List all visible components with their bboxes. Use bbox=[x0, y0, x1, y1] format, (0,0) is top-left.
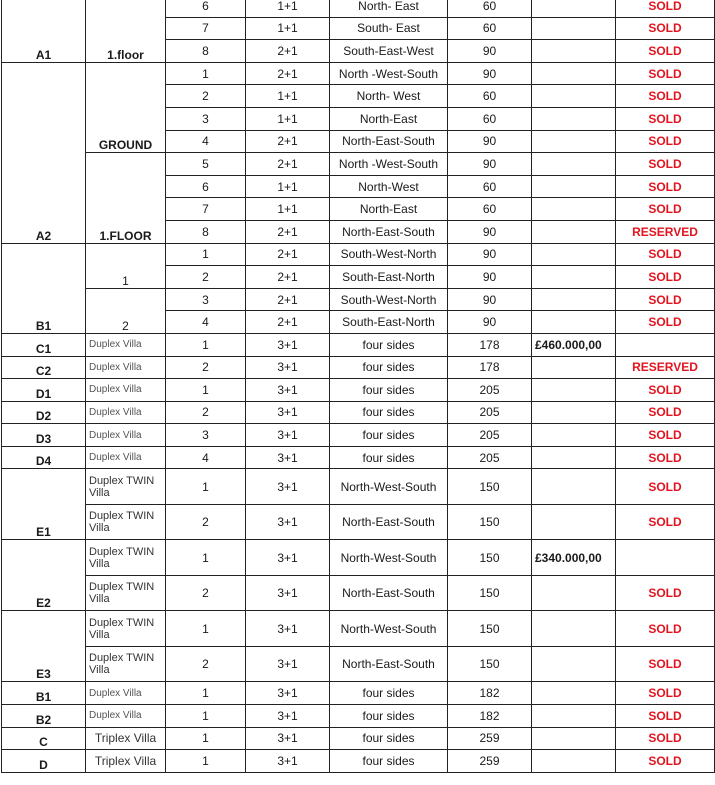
unit-number: 1 bbox=[166, 682, 246, 705]
status-label: SOLD bbox=[616, 17, 715, 40]
room-count: 3+1 bbox=[246, 401, 330, 424]
area: 60 bbox=[448, 175, 532, 198]
unit-number: 2 bbox=[166, 85, 246, 108]
price bbox=[532, 705, 616, 728]
unit-number: 1 bbox=[166, 705, 246, 728]
status-label: SOLD bbox=[616, 153, 715, 176]
table-row bbox=[2, 356, 715, 379]
status-label: SOLD bbox=[616, 130, 715, 153]
status-label: SOLD bbox=[616, 750, 715, 773]
price: £340.000,00 bbox=[532, 540, 616, 576]
status-label: SOLD bbox=[616, 469, 715, 505]
floor-cell: 1.FLOOR bbox=[86, 153, 166, 243]
status-label: SOLD bbox=[616, 311, 715, 334]
status-label: SOLD bbox=[616, 243, 715, 266]
table-row bbox=[2, 504, 715, 540]
block-cell: C1 bbox=[2, 333, 86, 356]
room-count: 3+1 bbox=[246, 540, 330, 576]
price bbox=[532, 0, 616, 17]
area: 150 bbox=[448, 575, 532, 611]
status-label: SOLD bbox=[616, 175, 715, 198]
table-row bbox=[2, 446, 715, 469]
status-label: SOLD bbox=[616, 727, 715, 750]
area: 90 bbox=[448, 153, 532, 176]
room-count: 1+1 bbox=[246, 85, 330, 108]
area: 150 bbox=[448, 469, 532, 505]
room-count: 2+1 bbox=[246, 62, 330, 85]
unit-number: 3 bbox=[166, 424, 246, 447]
status-label: SOLD bbox=[616, 682, 715, 705]
area: 178 bbox=[448, 333, 532, 356]
block-cell: C bbox=[2, 727, 86, 750]
price bbox=[532, 266, 616, 289]
room-count: 3+1 bbox=[246, 682, 330, 705]
area: 205 bbox=[448, 424, 532, 447]
facing: South-East-North bbox=[330, 311, 448, 334]
block-cell: B1 bbox=[2, 243, 86, 333]
floor-cell: 2 bbox=[86, 288, 166, 333]
floor-cell: 1.floor bbox=[86, 0, 166, 62]
availability-table bbox=[1, 0, 715, 773]
room-count: 2+1 bbox=[246, 311, 330, 334]
area: 90 bbox=[448, 311, 532, 334]
facing: North-West-South bbox=[330, 469, 448, 505]
area: 259 bbox=[448, 727, 532, 750]
area: 205 bbox=[448, 401, 532, 424]
area: 150 bbox=[448, 540, 532, 576]
property-type: Duplex Villa bbox=[86, 446, 166, 469]
property-type: Duplex TWIN Villa bbox=[86, 646, 166, 682]
facing: North-East bbox=[330, 107, 448, 130]
area: 90 bbox=[448, 62, 532, 85]
table-row bbox=[2, 288, 715, 311]
facing: North-West-South bbox=[330, 540, 448, 576]
property-type: Duplex TWIN Villa bbox=[86, 540, 166, 576]
facing: North-East-South bbox=[330, 575, 448, 611]
block-cell: E2 bbox=[2, 540, 86, 611]
property-type: Duplex Villa bbox=[86, 333, 166, 356]
area: 60 bbox=[448, 85, 532, 108]
room-count: 3+1 bbox=[246, 446, 330, 469]
room-count: 1+1 bbox=[246, 198, 330, 221]
price bbox=[532, 85, 616, 108]
room-count: 3+1 bbox=[246, 750, 330, 773]
unit-number: 4 bbox=[166, 130, 246, 153]
unit-number: 1 bbox=[166, 62, 246, 85]
property-type: Duplex Villa bbox=[86, 401, 166, 424]
room-count: 3+1 bbox=[246, 646, 330, 682]
status-label: SOLD bbox=[616, 504, 715, 540]
table-row bbox=[2, 540, 715, 576]
table-row bbox=[2, 646, 715, 682]
table-row bbox=[2, 0, 715, 17]
unit-number: 2 bbox=[166, 356, 246, 379]
unit-number: 2 bbox=[166, 646, 246, 682]
price bbox=[532, 469, 616, 505]
status-label bbox=[616, 333, 715, 356]
block-cell: D3 bbox=[2, 424, 86, 447]
table-row bbox=[2, 750, 715, 773]
property-type: Duplex Villa bbox=[86, 356, 166, 379]
room-count: 3+1 bbox=[246, 575, 330, 611]
facing: four sides bbox=[330, 705, 448, 728]
block-cell: E3 bbox=[2, 611, 86, 682]
room-count: 2+1 bbox=[246, 220, 330, 243]
status-label: SOLD bbox=[616, 62, 715, 85]
unit-number: 8 bbox=[166, 220, 246, 243]
room-count: 3+1 bbox=[246, 469, 330, 505]
status-label: SOLD bbox=[616, 198, 715, 221]
unit-number: 2 bbox=[166, 504, 246, 540]
room-count: 3+1 bbox=[246, 356, 330, 379]
unit-number: 1 bbox=[166, 727, 246, 750]
price: £460.000,00 bbox=[532, 333, 616, 356]
facing: South-West-North bbox=[330, 243, 448, 266]
table-row bbox=[2, 379, 715, 402]
area: 150 bbox=[448, 611, 532, 647]
room-count: 2+1 bbox=[246, 40, 330, 63]
price bbox=[532, 243, 616, 266]
room-count: 3+1 bbox=[246, 611, 330, 647]
price bbox=[532, 288, 616, 311]
block-cell: D bbox=[2, 750, 86, 773]
unit-number: 1 bbox=[166, 540, 246, 576]
area: 150 bbox=[448, 646, 532, 682]
room-count: 3+1 bbox=[246, 727, 330, 750]
price bbox=[532, 379, 616, 402]
price bbox=[532, 17, 616, 40]
unit-number: 1 bbox=[166, 243, 246, 266]
table-row bbox=[2, 611, 715, 647]
area: 182 bbox=[448, 682, 532, 705]
room-count: 3+1 bbox=[246, 705, 330, 728]
price bbox=[532, 575, 616, 611]
unit-number: 7 bbox=[166, 198, 246, 221]
facing: South- East bbox=[330, 17, 448, 40]
facing: North-East bbox=[330, 198, 448, 221]
area: 90 bbox=[448, 243, 532, 266]
price bbox=[532, 504, 616, 540]
facing: North- West bbox=[330, 85, 448, 108]
room-count: 1+1 bbox=[246, 17, 330, 40]
facing: North-East-South bbox=[330, 130, 448, 153]
price bbox=[532, 40, 616, 63]
property-type: Duplex TWIN Villa bbox=[86, 504, 166, 540]
unit-number: 3 bbox=[166, 288, 246, 311]
block-cell: D4 bbox=[2, 446, 86, 469]
unit-number: 1 bbox=[166, 469, 246, 505]
facing: four sides bbox=[330, 750, 448, 773]
unit-number: 1 bbox=[166, 333, 246, 356]
room-count: 2+1 bbox=[246, 153, 330, 176]
price bbox=[532, 107, 616, 130]
table-row bbox=[2, 62, 715, 85]
unit-number: 4 bbox=[166, 311, 246, 334]
facing: North-East-South bbox=[330, 646, 448, 682]
room-count: 3+1 bbox=[246, 379, 330, 402]
facing: North-East-South bbox=[330, 220, 448, 243]
area: 60 bbox=[448, 198, 532, 221]
unit-number: 2 bbox=[166, 575, 246, 611]
room-count: 3+1 bbox=[246, 333, 330, 356]
room-count: 1+1 bbox=[246, 0, 330, 17]
status-label bbox=[616, 540, 715, 576]
price bbox=[532, 356, 616, 379]
unit-number: 3 bbox=[166, 107, 246, 130]
area: 182 bbox=[448, 705, 532, 728]
price bbox=[532, 611, 616, 647]
unit-number: 6 bbox=[166, 175, 246, 198]
area: 90 bbox=[448, 220, 532, 243]
price bbox=[532, 646, 616, 682]
room-count: 3+1 bbox=[246, 424, 330, 447]
block-cell: A2 bbox=[2, 62, 86, 243]
room-count: 3+1 bbox=[246, 504, 330, 540]
facing: four sides bbox=[330, 401, 448, 424]
facing: four sides bbox=[330, 424, 448, 447]
property-type: Duplex TWIN Villa bbox=[86, 469, 166, 505]
property-type: Duplex Villa bbox=[86, 379, 166, 402]
facing: four sides bbox=[330, 356, 448, 379]
property-type: Duplex Villa bbox=[86, 682, 166, 705]
property-type: Triplex Villa bbox=[86, 750, 166, 773]
price bbox=[532, 401, 616, 424]
floor-cell: 1 bbox=[86, 243, 166, 288]
property-type: Triplex Villa bbox=[86, 727, 166, 750]
table-row bbox=[2, 682, 715, 705]
price bbox=[532, 682, 616, 705]
price bbox=[532, 175, 616, 198]
block-cell: C2 bbox=[2, 356, 86, 379]
status-label: SOLD bbox=[616, 40, 715, 63]
status-label: SOLD bbox=[616, 646, 715, 682]
facing: South-East-West bbox=[330, 40, 448, 63]
room-count: 2+1 bbox=[246, 266, 330, 289]
property-type: Duplex Villa bbox=[86, 424, 166, 447]
area: 60 bbox=[448, 107, 532, 130]
room-count: 2+1 bbox=[246, 243, 330, 266]
unit-number: 5 bbox=[166, 153, 246, 176]
unit-number: 7 bbox=[166, 17, 246, 40]
status-label: SOLD bbox=[616, 705, 715, 728]
unit-number: 1 bbox=[166, 611, 246, 647]
area: 259 bbox=[448, 750, 532, 773]
area: 90 bbox=[448, 130, 532, 153]
table-row bbox=[2, 153, 715, 176]
price bbox=[532, 750, 616, 773]
table-row bbox=[2, 424, 715, 447]
price bbox=[532, 62, 616, 85]
facing: four sides bbox=[330, 446, 448, 469]
property-type: Duplex TWIN Villa bbox=[86, 611, 166, 647]
property-type: Duplex TWIN Villa bbox=[86, 575, 166, 611]
facing: North-West-South bbox=[330, 611, 448, 647]
property-type: Duplex Villa bbox=[86, 705, 166, 728]
table-row bbox=[2, 401, 715, 424]
area: 90 bbox=[448, 288, 532, 311]
unit-number: 2 bbox=[166, 266, 246, 289]
price bbox=[532, 198, 616, 221]
status-label: SOLD bbox=[616, 401, 715, 424]
room-count: 1+1 bbox=[246, 107, 330, 130]
price bbox=[532, 153, 616, 176]
table-row bbox=[2, 727, 715, 750]
status-label: SOLD bbox=[616, 266, 715, 289]
status-label: SOLD bbox=[616, 611, 715, 647]
status-label: SOLD bbox=[616, 446, 715, 469]
facing: four sides bbox=[330, 379, 448, 402]
unit-number: 1 bbox=[166, 750, 246, 773]
facing: North- East bbox=[330, 0, 448, 17]
unit-number: 1 bbox=[166, 379, 246, 402]
unit-number: 6 bbox=[166, 0, 246, 17]
table-row bbox=[2, 705, 715, 728]
block-cell: B1 bbox=[2, 682, 86, 705]
price bbox=[532, 311, 616, 334]
room-count: 2+1 bbox=[246, 288, 330, 311]
facing: South-East-North bbox=[330, 266, 448, 289]
table-row bbox=[2, 575, 715, 611]
block-cell: E1 bbox=[2, 469, 86, 540]
status-label: SOLD bbox=[616, 575, 715, 611]
area: 60 bbox=[448, 17, 532, 40]
facing: North -West-South bbox=[330, 62, 448, 85]
area: 150 bbox=[448, 504, 532, 540]
facing: North -West-South bbox=[330, 153, 448, 176]
area: 205 bbox=[448, 379, 532, 402]
price bbox=[532, 424, 616, 447]
status-label: SOLD bbox=[616, 85, 715, 108]
block-cell: D2 bbox=[2, 401, 86, 424]
facing: North-West bbox=[330, 175, 448, 198]
room-count: 2+1 bbox=[246, 130, 330, 153]
status-label: SOLD bbox=[616, 379, 715, 402]
area: 60 bbox=[448, 0, 532, 17]
facing: four sides bbox=[330, 727, 448, 750]
status-label: RESERVED bbox=[616, 220, 715, 243]
facing: four sides bbox=[330, 682, 448, 705]
unit-number: 8 bbox=[166, 40, 246, 63]
facing: South-West-North bbox=[330, 288, 448, 311]
status-label: SOLD bbox=[616, 107, 715, 130]
status-label: RESERVED bbox=[616, 356, 715, 379]
unit-number: 4 bbox=[166, 446, 246, 469]
status-label: SOLD bbox=[616, 424, 715, 447]
table-row bbox=[2, 243, 715, 266]
price bbox=[532, 727, 616, 750]
price bbox=[532, 130, 616, 153]
price bbox=[532, 446, 616, 469]
area: 90 bbox=[448, 40, 532, 63]
unit-number: 2 bbox=[166, 401, 246, 424]
table-row bbox=[2, 333, 715, 356]
status-label: SOLD bbox=[616, 0, 715, 17]
area: 205 bbox=[448, 446, 532, 469]
facing: North-East-South bbox=[330, 504, 448, 540]
status-label: SOLD bbox=[616, 288, 715, 311]
room-count: 1+1 bbox=[246, 175, 330, 198]
area: 90 bbox=[448, 266, 532, 289]
price bbox=[532, 220, 616, 243]
area: 178 bbox=[448, 356, 532, 379]
table-row bbox=[2, 469, 715, 505]
floor-cell: GROUND bbox=[86, 62, 166, 152]
block-cell: B2 bbox=[2, 705, 86, 728]
block-cell: D1 bbox=[2, 379, 86, 402]
block-cell: A1 bbox=[2, 0, 86, 62]
facing: four sides bbox=[330, 333, 448, 356]
